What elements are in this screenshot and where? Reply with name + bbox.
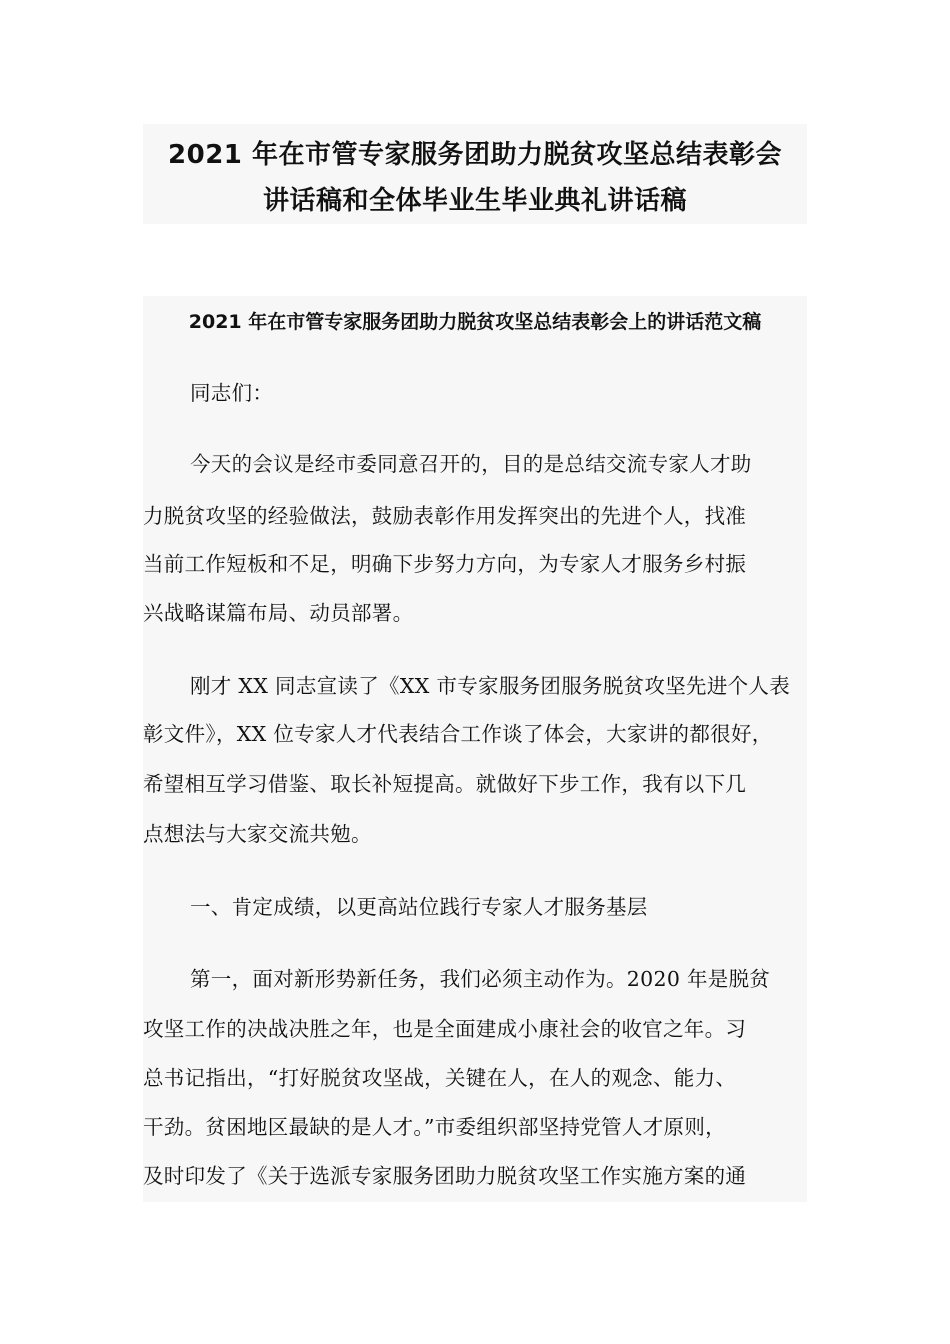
- paragraph-1-line: 力脱贫攻坚的经验做法，鼓励表彰作用发挥突出的先进个人，找准: [143, 504, 747, 528]
- document-title-line-1: 2021 年在市管专家服务团助力脱贫攻坚总结表彰会: [168, 140, 782, 170]
- greeting: 同志们：: [190, 381, 274, 405]
- paragraph-1-line: 今天的会议是经市委同意召开的，目的是总结交流专家人才助: [190, 452, 752, 476]
- paragraph-1-line: 兴战略谋篇布局、动员部署。: [143, 601, 414, 625]
- document-title-line-2: 讲话稿和全体毕业生毕业典礼讲话稿: [262, 186, 687, 216]
- paragraph-3-line: 干劲。贫困地区最缺的是人才。”市委组织部坚持党管人才原则，: [143, 1115, 726, 1139]
- document-subtitle: 2021 年在市管专家服务团助力脱贫攻坚总结表彰会上的讲话范文稿: [188, 311, 762, 333]
- paragraph-3-line: 及时印发了《关于选派专家服务团助力脱贫攻坚工作实施方案的通: [143, 1164, 747, 1188]
- paragraph-3-line: 第一，面对新形势新任务，我们必须主动作为。2020 年是脱贫: [190, 967, 771, 991]
- paragraph-3-line: 总书记指出，“打好脱贫攻坚战，关键在人，在人的观念、能力、: [143, 1066, 737, 1090]
- document-body: [143, 296, 807, 1202]
- paragraph-2-line: 彰文件》，XX 位专家人才代表结合工作谈了体会，大家讲的都很好，: [143, 722, 773, 746]
- paragraph-2-line: 点想法与大家交流共勉。: [143, 822, 372, 846]
- paragraph-2-line: 希望相互学习借鉴、取长补短提高。就做好下步工作，我有以下几: [143, 772, 747, 796]
- paragraph-2-line: 刚才 XX 同志宣读了《XX 市专家服务团服务脱贫攻坚先进个人表: [190, 674, 791, 698]
- paragraph-3-line: 攻坚工作的决战决胜之年，也是全面建成小康社会的收官之年。习: [143, 1017, 747, 1041]
- paragraph-1-line: 当前工作短板和不足，明确下步努力方向，为专家人才服务乡村振: [143, 552, 747, 576]
- section-1-heading: 一、肯定成绩，以更高站位践行专家人才服务基层: [190, 895, 648, 919]
- document-title-block: [143, 124, 807, 224]
